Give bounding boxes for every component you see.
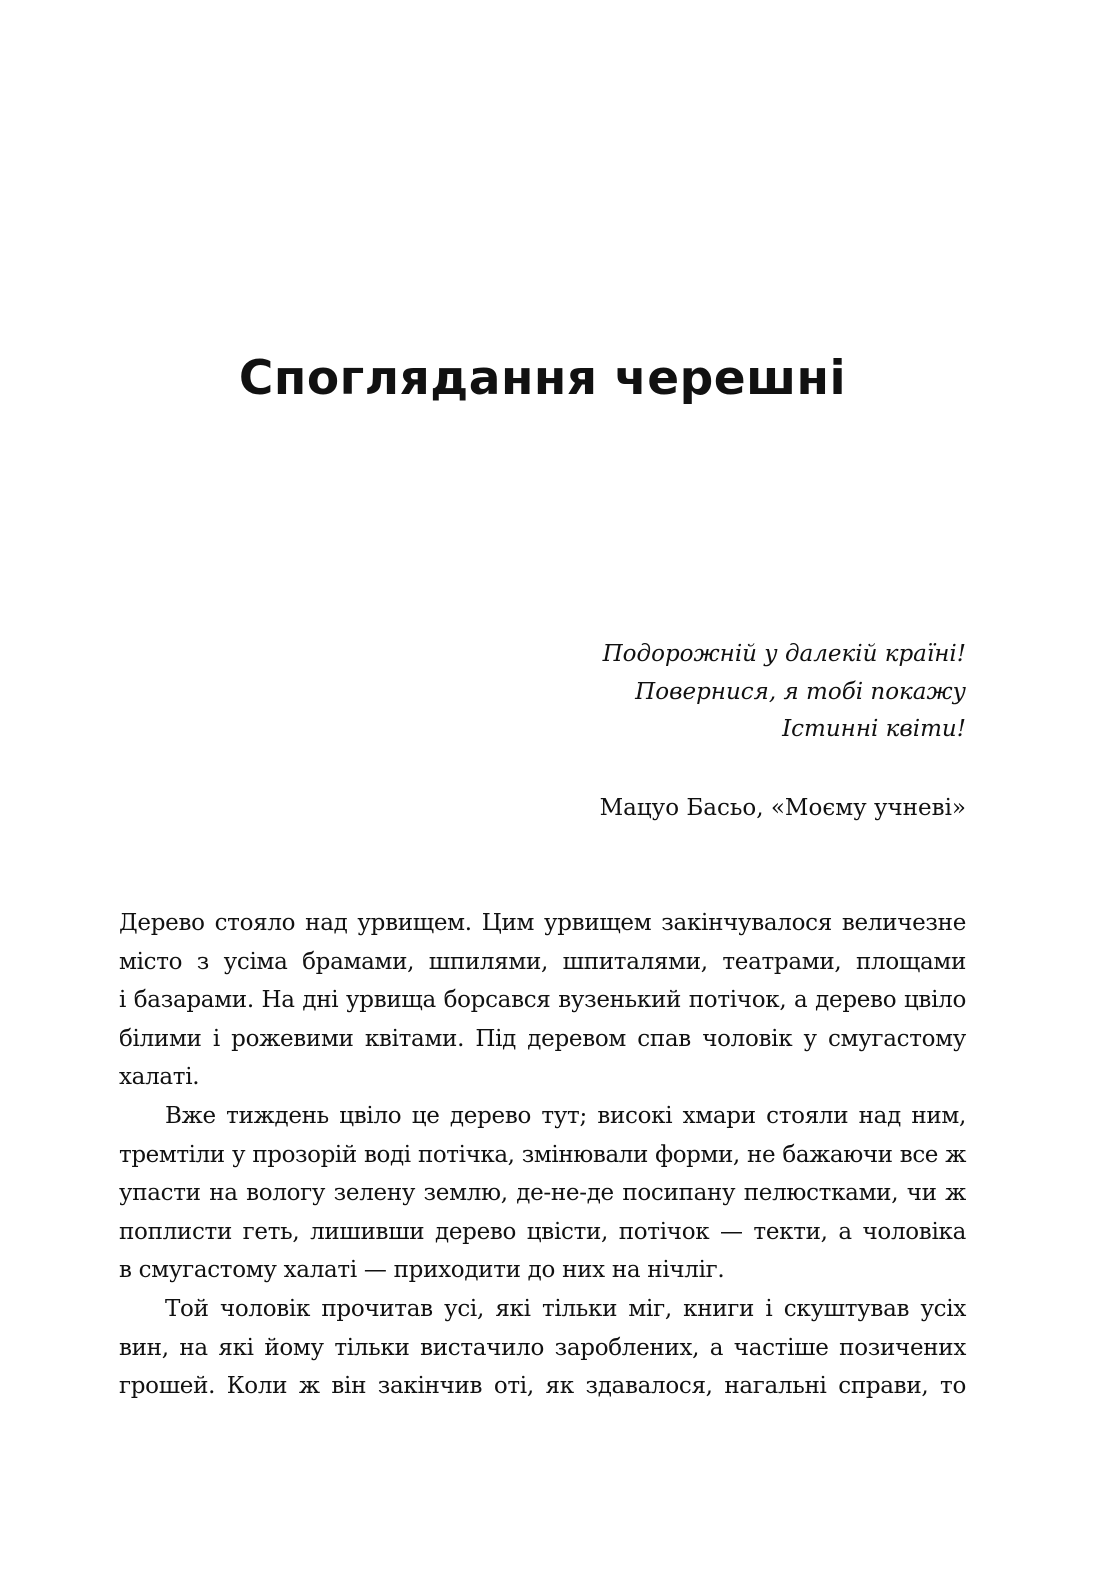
text-line: білими і рожевими квітами. Під деревом спав чоловік у смугастому (119, 1025, 966, 1052)
paragraph (119, 1290, 966, 1406)
text-line: Вже тиждень цвіло це дерево тут; високі хмари стояли над ним, (165, 1102, 966, 1129)
text-line: тремтіли у прозорій воді потічка, змінювали форми, не бажаючи все ж (119, 1141, 966, 1168)
epigraph-source: Мацуо Басьо, «Моєму учневі» (599, 795, 966, 821)
text-line: місто з усіма брамами, шпилями, шпиталями, театрами, площами (119, 948, 966, 975)
chapter-title: Споглядання черешні (238, 351, 847, 406)
text-line: грошей. Коли ж він закінчив оті, як здавалося, нагальні справи, то (119, 1373, 966, 1400)
paragraph (119, 904, 966, 1097)
text-line: Той чоловік прочитав усі, які тільки міг, книги і скуштував усіх (165, 1295, 966, 1322)
text-line: халаті. (119, 1064, 200, 1091)
text-line: поплисти геть, лишивши дерево цвісти, потічок — текти, а чоловіка (119, 1218, 966, 1245)
epigraph-line: Істинні квіти! (782, 716, 966, 742)
text-line: Дерево стояло над урвищем. Цим урвищем закінчувалося величезне (119, 910, 966, 936)
body-text (119, 904, 966, 1406)
epigraph (366, 636, 966, 749)
paragraph (119, 1097, 966, 1290)
text-line: вин, на які йому тільки вистачило зароблених, а частіше позичених (119, 1334, 966, 1361)
text-line: і базарами. На дні урвища борсався вузенький потічок, а дерево цвіло (119, 987, 966, 1014)
text-line: в смугастому халаті — приходити до них на нічліг. (119, 1257, 725, 1284)
epigraph-line: Подорожній у далекій країні! (602, 641, 966, 667)
epigraph-line: Повернися, я тобі покажу (635, 678, 966, 705)
text-line: упасти на вологу зелену землю, де-не-де посипану пелюстками, чи ж (119, 1180, 966, 1207)
